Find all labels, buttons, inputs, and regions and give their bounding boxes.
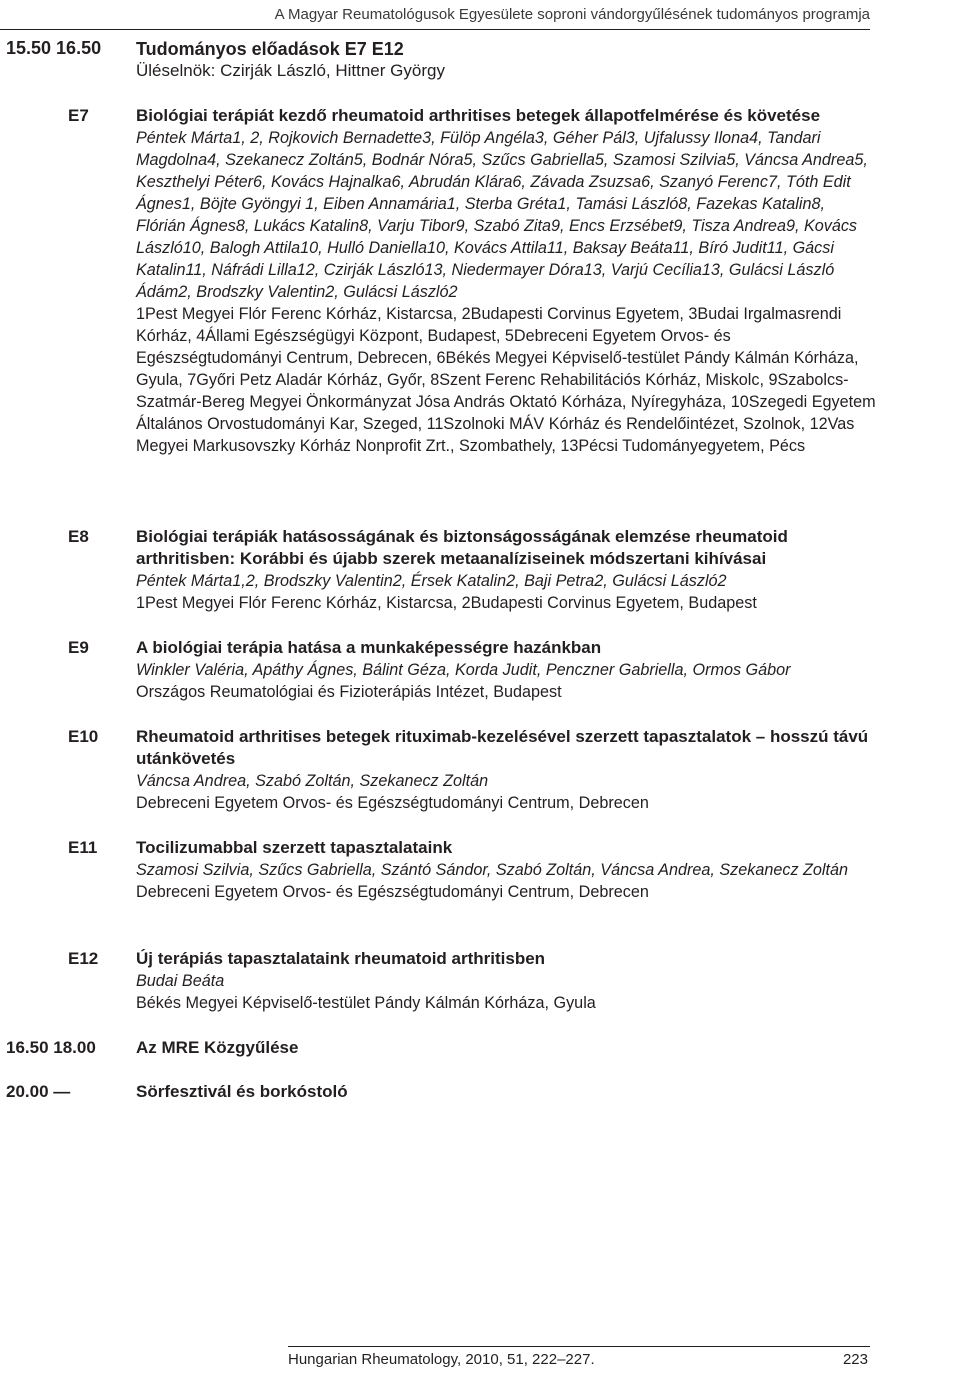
program-time-festival: 20.00 —: [6, 1082, 71, 1101]
talk-body: [136, 637, 876, 703]
talk-affiliations: Debreceni Egyetem Orvos- és Egészségtudományi Centrum, Debrecen: [136, 794, 649, 812]
talk-authors: Winkler Valéria, Apáthy Ágnes, Bálint Géza, Korda Judit, Penczner Gabriella, Ormos Gábor: [136, 661, 791, 679]
program-time-assembly: 16.50 18.00: [6, 1038, 96, 1057]
talk-affiliations: Békés Megyei Képviselő-testület Pándy Kálmán Kórháza, Gyula: [136, 994, 596, 1012]
talk-affiliations: 1Pest Megyei Flór Ferenc Kórház, Kistarcsa, 2Budapesti Corvinus Egyetem, Budapest: [136, 594, 757, 612]
talk-affiliations: Országos Reumatológiai és Fizioterápiás Intézet, Budapest: [136, 683, 562, 701]
talk-title: A biológiai terápia hatása a munkaképességre hazánkban: [136, 638, 602, 657]
footer-page-number: 223: [842, 1351, 868, 1368]
talk-body: [136, 837, 876, 903]
talk-authors: Péntek Márta1, 2, Rojkovich Bernadette3, Fülöp Angéla3, Géher Pál3, Ujfalussy Ilona4, Tandari Magdolna4, Szekanecz Zoltán5, Bodnár Nóra5, Szűcs Gabriella5, Szamosi Szilvia5, Váncsa Andrea5, Keszthelyi Péter6, Kovács Hajnalka6, Abrudán Klára6, Závada Zsuzsa6, Szanyó Ferenc7, Tóth Edit Ágnes1, Böjte Gyöngyi 1, Eiben Annamária1, Sterba Gréta1, Tamási László8, Fazekas Katalin8, Flórián Ágnes8, Lukács Katalin8, Varju Tibor9, Szabó Zita9, Encs Erzsébet9, Tisza Andrea9, Kovács László10, Balogh Attila10, Hulló Daniella10, Kovács Attila11, Baksay Beáta11, Bíró Judit11, Gácsi Katalin11, Náfrádi Lilla12, Czirják László13, Niedermayer Dóra13, Varjú Cecília13, Gulácsi László Ádám2, Brodszky Valentin2, Gulácsi László2: [136, 129, 868, 301]
talk-title: Tocilizumabbal szerzett tapasztalataink: [136, 838, 453, 857]
header-rule: [0, 29, 870, 30]
talk-affiliations: 1Pest Megyei Flór Ferenc Kórház, Kistarcsa, 2Budapesti Corvinus Egyetem, 3Budai Irgalmasrendi Kórház, 4Állami Egészségügyi Központ, Budapest, 5Debreceni Egyetem Orvos- és Egészségtudományi Centrum, Debrecen, 6Békés Megyei Képviselő-testület Pándy Kálmán Kórháza, Gyula, 7Győri Petz Aladár Kórház, Győr, 8Szent Ferenc Rehabilitációs Kórház, Miskolc, 9Szabolcs-Szatmár-Bereg Megyei Önkormányzat Jósa András Oktató Kórháza, Nyíregyháza, 10Szegedi Egyetem Általános Orvostudományi Kar, Szeged, 11Szolnoki MÁV Kórház és Rendelőintézet, Szolnok, 12Vas Megyei Markusovszky Kórház Nonprofit Zrt., Szombathely, 13Pécsi Tudományegyetem, Pécs: [136, 305, 876, 455]
talk-id: E7: [68, 106, 89, 125]
talk-id: E9: [68, 638, 89, 657]
talk-id: E12: [68, 949, 99, 968]
program-title-festival: Sörfesztivál és borkóstoló: [136, 1082, 348, 1101]
talk-body: [136, 726, 876, 814]
talk-body: [136, 105, 876, 457]
talk-authors: Szamosi Szilvia, Szűcs Gabriella, Szántó Sándor, Szabó Zoltán, Váncsa Andrea, Szekanecz Zoltán: [136, 861, 849, 879]
talk-authors: Péntek Márta1,2, Brodszky Valentin2, Érsek Katalin2, Baji Petra2, Gulácsi László2: [136, 572, 727, 590]
talk-title: Új terápiás tapasztalataink rheumatoid arthritisben: [136, 949, 546, 968]
talk-title: Biológiai terápiák hatásosságának és biztonságosságának elemzése rheumatoid arthritisben: Korábbi és újabb szerek metaanalíziseinek módszertani kihívásai: [136, 527, 788, 568]
talk-id: E8: [68, 527, 89, 546]
talk-authors: Budai Beáta: [136, 972, 225, 990]
talk-body: [136, 526, 876, 614]
talk-id: E11: [68, 838, 98, 857]
footer-journal: Hungarian Rheumatology, 2010, 51, 222–227.: [288, 1351, 595, 1368]
session-title: Tudományos előadások E7 E12: [136, 39, 404, 59]
running-header: A Magyar Reumatológusok Egyesülete soproni vándorgyűlésének tudományos programja: [274, 6, 870, 23]
talk-affiliations: Debreceni Egyetem Orvos- és Egészségtudományi Centrum, Debrecen: [136, 883, 649, 901]
program-title-assembly: Az MRE Közgyűlése: [136, 1038, 299, 1057]
talk-title: Rheumatoid arthritises betegek rituximab-kezelésével szerzett tapasztalatok – hosszú távú utánkövetés: [136, 727, 869, 768]
talk-authors: Váncsa Andrea, Szabó Zoltán, Szekanecz Zoltán: [136, 772, 489, 790]
footer-rule: [288, 1346, 870, 1347]
session-time: 15.50 16.50: [6, 38, 102, 58]
talk-body: [136, 948, 876, 1014]
talk-id: E10: [68, 727, 99, 746]
session-block: [136, 38, 876, 82]
session-chairs: Üléselnök: Czirják László, Hittner György: [136, 61, 445, 80]
talk-title: Biológiai terápiát kezdő rheumatoid arthritises betegek állapotfelmérése és követése: [136, 106, 821, 125]
